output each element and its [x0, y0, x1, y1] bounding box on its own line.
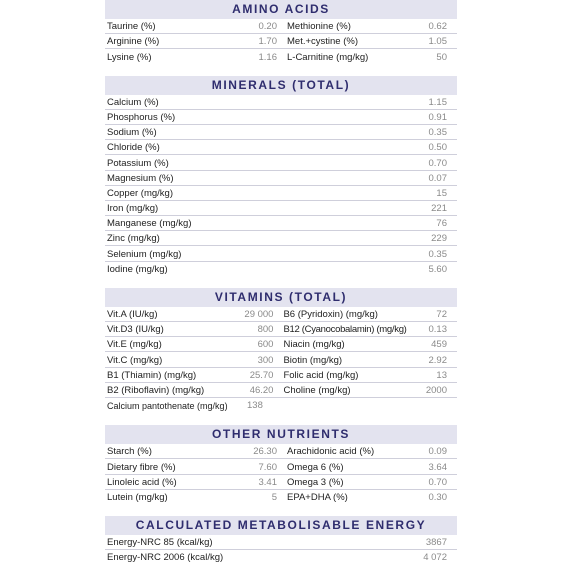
nutrient-value: 26.30: [253, 446, 277, 458]
nutrient-label: Phosphorus (%): [107, 111, 176, 123]
table-row: [105, 535, 457, 550]
nutrient-value: 1.70: [258, 36, 277, 48]
nutrient-value: 2.92: [428, 354, 447, 366]
nutrient-value: 0.13: [428, 324, 447, 336]
nutrition-table: [105, 0, 457, 565]
nutrient-value: 221: [431, 203, 447, 215]
other-nutrients-header: OTHER NUTRIENTS: [105, 425, 457, 444]
nutrient-value: 600: [257, 339, 274, 351]
amino-acids-header: AMINO ACIDS: [105, 0, 457, 19]
nutrient-label: Starch (%): [107, 446, 152, 458]
nutrient-label: Vit.E (mg/kg): [107, 339, 162, 351]
nutrient-label: Energy-NRC 85 (kcal/kg): [107, 537, 213, 549]
nutrient-value: 0.09: [428, 446, 447, 458]
minerals-header: MINERALS (TOTAL): [105, 76, 457, 95]
nutrient-value: 459: [431, 339, 447, 351]
nutrient-label: Folic acid (mg/kg): [283, 369, 359, 381]
nutrient-label: Energy-NRC 2006 (kcal/kg): [107, 552, 224, 564]
nutrient-label: Linoleic acid (%): [107, 476, 177, 488]
nutrient-value: 15: [436, 187, 447, 199]
vitamins-section: [105, 288, 457, 413]
energy-header: CALCULATED METABOLISABLE ENERGY: [105, 516, 457, 535]
nutrient-value: 29 000: [244, 309, 274, 320]
table-row: [105, 49, 457, 64]
nutrient-label: Omega 3 (%): [287, 476, 344, 488]
nutrient-label: B2 (Riboflavin) (mg/kg): [107, 384, 205, 396]
nutrient-label: Biotin (mg/kg): [283, 354, 343, 366]
nutrient-label: Calcium pantothenate (mg/kg): [107, 401, 228, 412]
nutrient-value: 50: [436, 51, 447, 63]
nutrient-value: 7.60: [258, 461, 277, 473]
nutrient-label: B12 (Cyanocobalamin) (mg/kg): [283, 324, 407, 336]
nutrient-label: Vit.A (IU/kg): [107, 309, 158, 320]
nutrient-label: Manganese (mg/kg): [107, 218, 192, 230]
table-row: [105, 444, 457, 459]
amino-acids-section: [105, 0, 457, 65]
nutrient-label: Lutein (mg/kg): [107, 491, 168, 503]
table-row: [105, 110, 457, 125]
table-row: [105, 34, 457, 49]
table-row: [105, 186, 457, 201]
nutrient-label: EPA+DHA (%): [287, 491, 348, 503]
table-row: [105, 337, 457, 352]
nutrient-label: Zinc (mg/kg): [107, 233, 160, 245]
nutrient-value: 13: [436, 369, 447, 381]
nutrient-value: 46.20: [249, 384, 274, 396]
table-row: [105, 95, 457, 110]
nutrient-value: 2000: [425, 384, 447, 396]
energy-section: [105, 516, 457, 565]
nutrient-value: 4 072: [423, 552, 447, 564]
nutrient-label: Iron (mg/kg): [107, 203, 159, 215]
nutrient-label: Iodine (mg/kg): [107, 263, 168, 275]
table-row: [105, 459, 457, 474]
table-row: [105, 171, 457, 186]
nutrient-label: Arginine (%): [107, 36, 160, 48]
table-row: [105, 140, 457, 155]
nutrient-value: 0.07: [428, 172, 447, 184]
nutrient-label: Dietary fibre (%): [107, 461, 176, 473]
nutrient-label: Calcium (%): [107, 96, 159, 108]
nutrient-value: 0.35: [428, 248, 447, 260]
nutrient-value: 3.64: [428, 461, 447, 473]
nutrient-value: 0.20: [258, 21, 277, 33]
nutrient-value: 76: [436, 218, 447, 230]
table-row: [105, 398, 457, 413]
nutrient-label: Niacin (mg/kg): [283, 339, 345, 351]
other-nutrients-section: [105, 425, 457, 505]
nutrient-label: Vit.C (mg/kg): [107, 354, 163, 366]
nutrient-label: Chloride (%): [107, 142, 160, 154]
nutrient-label: L-Carnitine (mg/kg): [287, 51, 369, 63]
nutrient-value: 1.15: [428, 96, 447, 108]
nutrient-value: 1.16: [258, 51, 277, 63]
table-row: [105, 475, 457, 490]
nutrient-value: 0.91: [428, 111, 447, 123]
table-row: [105, 19, 457, 34]
table-row: [105, 216, 457, 231]
table-row: [105, 550, 457, 565]
nutrient-label: Methionine (%): [287, 21, 351, 33]
nutrient-value: 138: [247, 400, 263, 412]
nutrient-label: Magnesium (%): [107, 172, 174, 184]
nutrient-label: Sodium (%): [107, 127, 157, 139]
nutrient-label: B1 (Thiamin) (mg/kg): [107, 369, 197, 381]
nutrient-value: 0.62: [428, 21, 447, 33]
nutrient-value: 229: [431, 233, 447, 245]
table-row: [105, 155, 457, 170]
table-row: [105, 201, 457, 216]
nutrient-label: Copper (mg/kg): [107, 187, 173, 199]
table-row: [105, 383, 457, 398]
table-row: [105, 322, 457, 337]
table-row: [105, 307, 457, 322]
nutrient-value: 25.70: [249, 369, 274, 381]
nutrient-label: Vit.D3 (IU/kg): [107, 324, 164, 336]
nutrient-value: 300: [257, 354, 274, 366]
nutrient-label: Taurine (%): [107, 21, 156, 33]
nutrient-value: 1.05: [428, 36, 447, 48]
table-row: [105, 262, 457, 277]
nutrient-value: 800: [257, 324, 274, 336]
nutrient-label: Selenium (mg/kg): [107, 248, 182, 260]
nutrient-value: 3867: [425, 537, 447, 549]
table-row: [105, 246, 457, 261]
nutrient-value: 0.50: [428, 142, 447, 154]
nutrient-value: 0.70: [428, 157, 447, 169]
nutrient-value: 3.41: [258, 476, 277, 488]
nutrient-label: Omega 6 (%): [287, 461, 344, 473]
nutrient-label: Potassium (%): [107, 157, 169, 169]
nutrient-value: 0.30: [428, 491, 447, 503]
nutrient-value: 0.35: [428, 127, 447, 139]
table-row: [105, 231, 457, 246]
minerals-section: [105, 76, 457, 277]
table-row: [105, 125, 457, 140]
nutrient-value: 72: [436, 309, 447, 320]
nutrient-label: B6 (Pyridoxin) (mg/kg): [283, 309, 378, 320]
nutrient-label: Choline (mg/kg): [283, 384, 351, 396]
nutrient-value: 0.70: [428, 476, 447, 488]
nutrient-label: Met.+cystine (%): [287, 36, 359, 48]
table-row: [105, 368, 457, 383]
nutrient-value: 5: [271, 491, 277, 503]
nutrient-label: Lysine (%): [107, 51, 152, 63]
nutrient-value: 5.60: [428, 263, 447, 275]
nutrient-label: Arachidonic acid (%): [287, 446, 375, 458]
vitamins-header: VITAMINS (TOTAL): [105, 288, 457, 307]
table-row: [105, 490, 457, 505]
table-row: [105, 352, 457, 367]
